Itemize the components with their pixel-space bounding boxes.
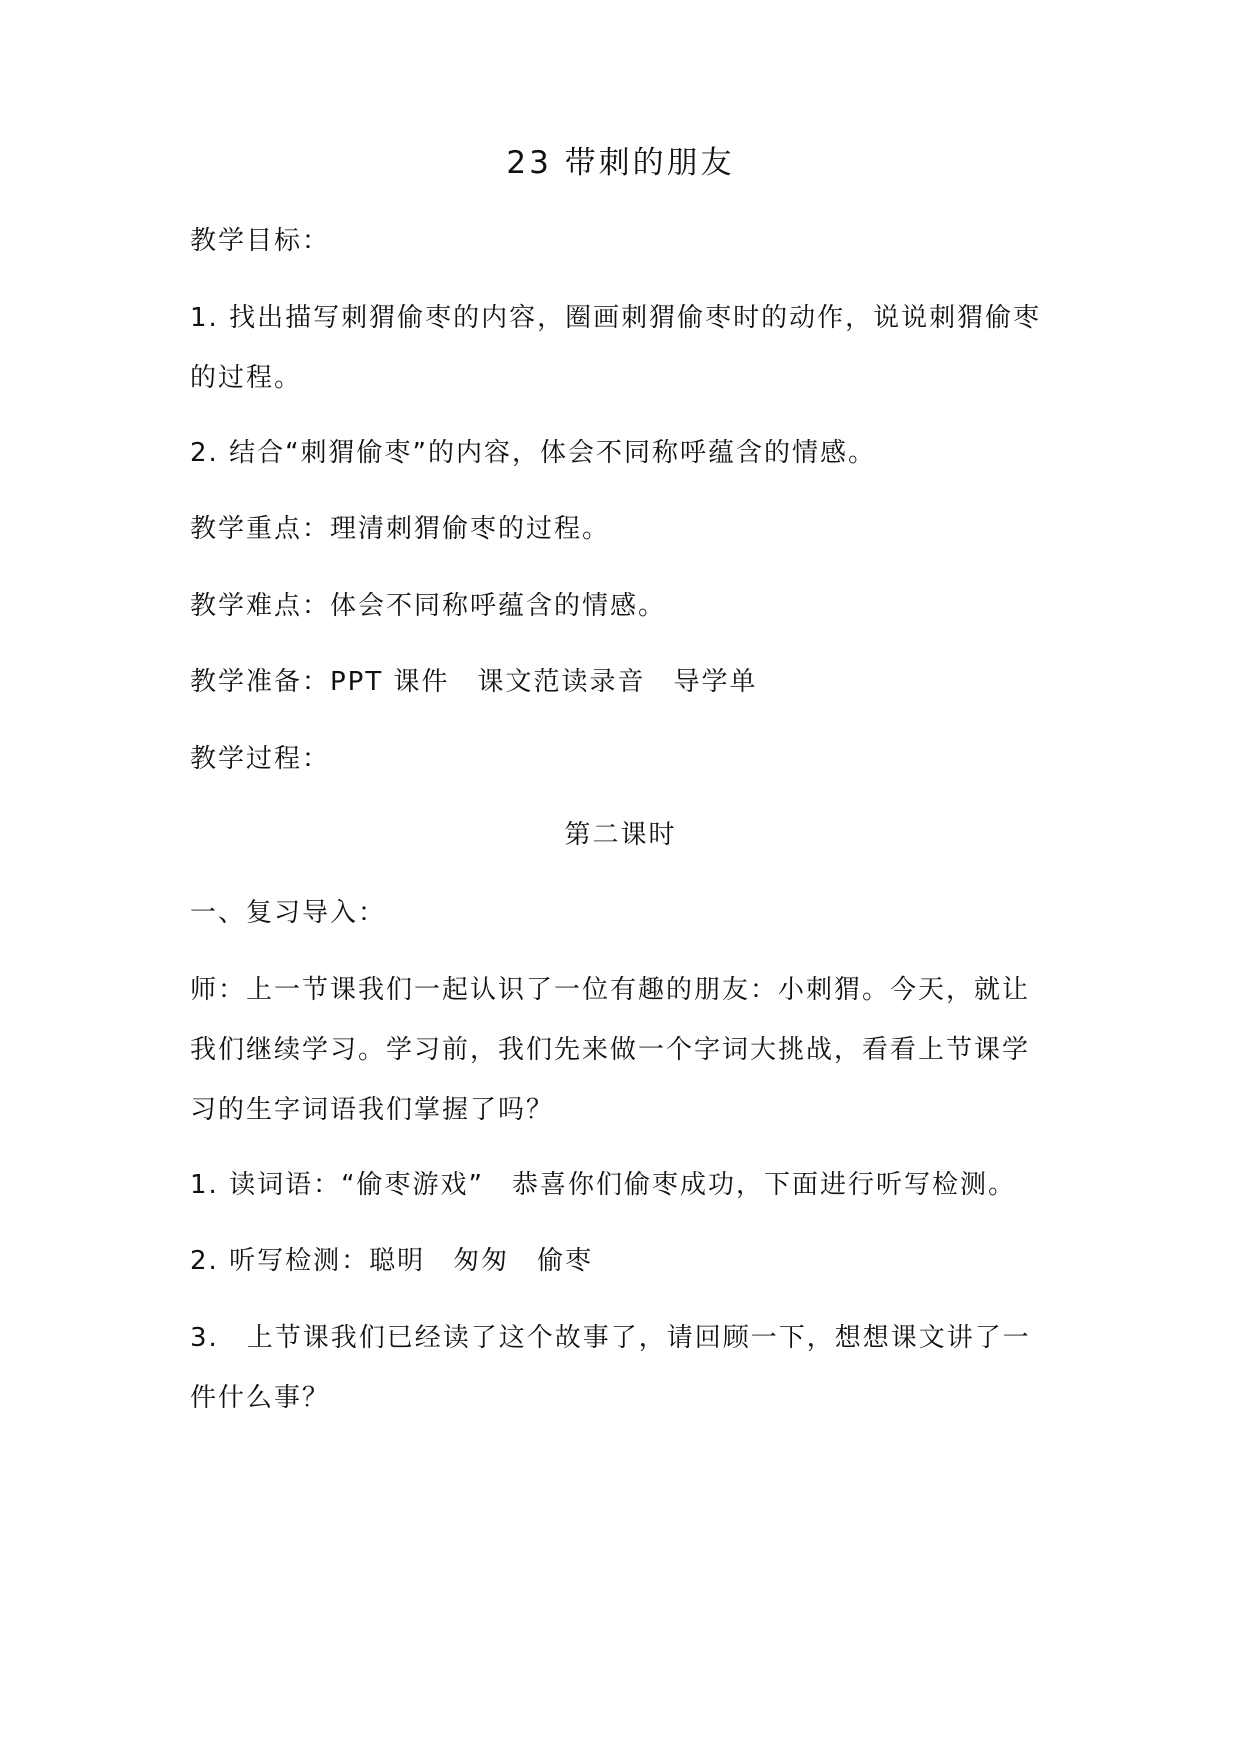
lesson-label: 第二课时 — [564, 820, 677, 850]
objective-2: 2. 结合“刺猬偷枣”的内容，体会不同称呼蕴含的情感。 — [190, 438, 877, 468]
teacher-line-3: 习的生字词语我们掌握了吗？ — [190, 1095, 555, 1125]
preparation: 教学准备：PPT 课件 课文范读录音 导学单 — [190, 667, 758, 697]
teacher-line-2: 我们继续学习。学习前，我们先来做一个字词大挑战，看看上节课学 — [190, 1035, 1031, 1065]
objectives-heading: 教学目标： — [190, 226, 331, 256]
section-1-heading: 一、复习导入： — [190, 898, 387, 928]
page-title: 23 带刺的朋友 — [506, 145, 735, 181]
step-3-line-1: 3. 上节课我们已经读了这个故事了，请回顾一下，想想课文讲了一 — [190, 1323, 1031, 1353]
objective-1-line-2: 的过程。 — [190, 363, 303, 393]
objective-1-line-1: 1. 找出描写刺猬偷枣的内容，圈画刺猬偷枣时的动作，说说刺猬偷枣 — [190, 303, 1042, 333]
step-2: 2. 听写检测：聪明 匆匆 偷枣 — [190, 1246, 594, 1276]
key-point: 教学重点：理清刺猬偷枣的过程。 — [190, 514, 611, 544]
teacher-line-1: 师：上一节课我们一起认识了一位有趣的朋友：小刺猬。今天，就让 — [190, 975, 1031, 1005]
step-3-line-2: 件什么事？ — [190, 1383, 331, 1413]
step-1: 1. 读词语：“偷枣游戏” 恭喜你们偷枣成功，下面进行听写检测。 — [190, 1170, 1017, 1200]
process-heading: 教学过程： — [190, 744, 331, 774]
difficulty: 教学难点：体会不同称呼蕴含的情感。 — [190, 591, 667, 621]
